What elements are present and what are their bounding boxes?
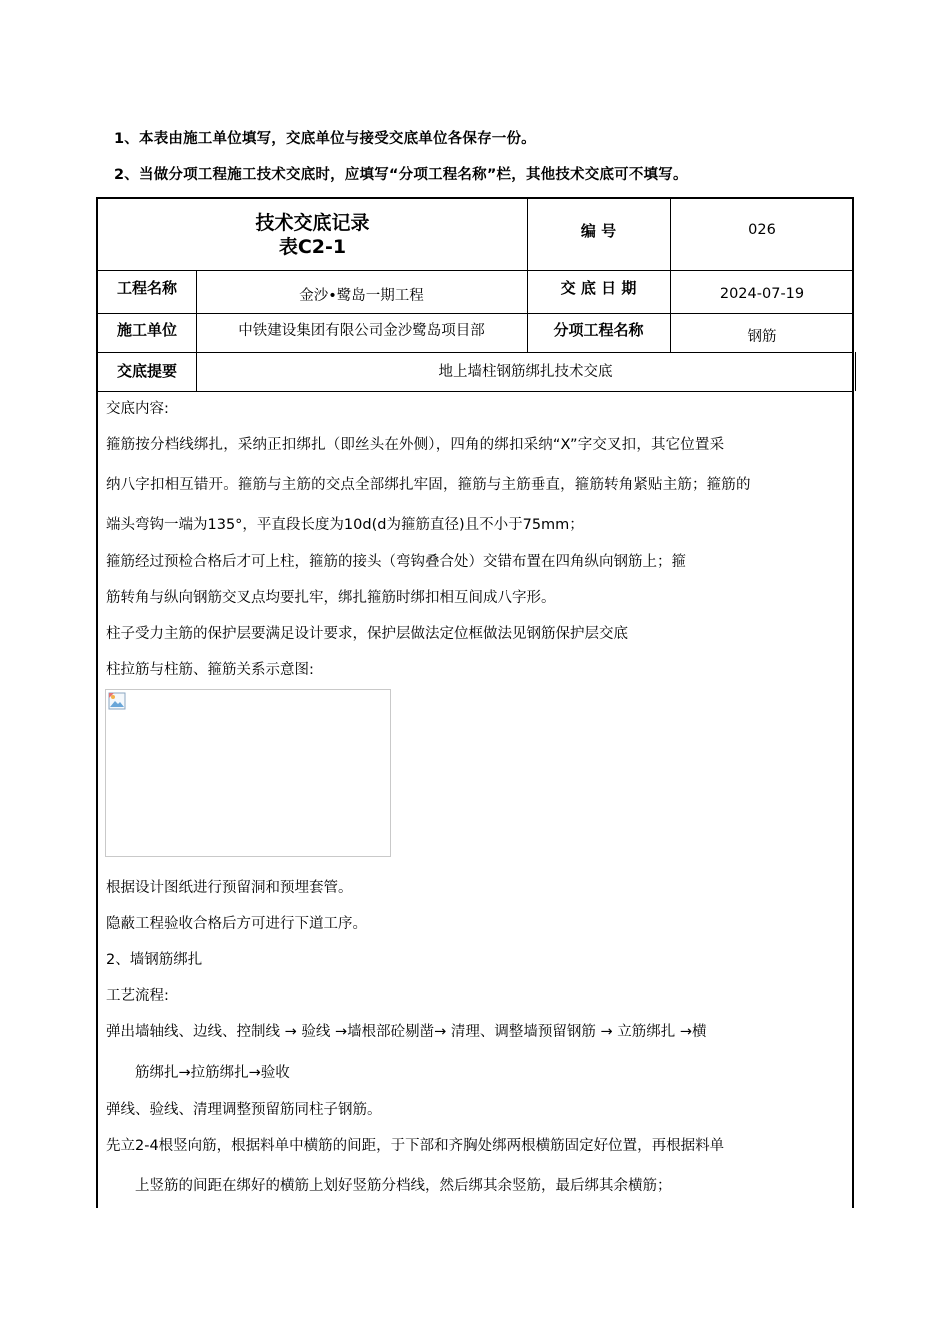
content-line: 端头弯钩一端为135°，平直段长度为10d(d为箍筋直径)且不小于75mm； (106, 517, 584, 533)
row-divider (98, 270, 852, 271)
project-label: 工程名称 (116, 278, 177, 297)
page-title: 技术交底记录 (255, 211, 370, 234)
row-divider (98, 391, 852, 392)
content-line: 纳八字扣相互错开。箍筋与主筋的交点全部绑扎牢固，箍筋与主筋垂直，箍筋转角紧贴主筋；箍筋的 (106, 477, 751, 493)
tie-bar-diagram-image (105, 689, 391, 857)
content-heading: 交底内容: (106, 401, 169, 417)
content-line: 筋转角与纵向钢筋交叉点均要扎牢，绑扎箍筋时绑扣相互间成八字形。 (106, 590, 556, 606)
content-line: 弹线、验线、清理调整预留筋同柱子钢筋。 (106, 1102, 382, 1118)
summary-label: 交底提要 (116, 361, 177, 380)
content-line: 箍筋按分档线绑扎，采纳正扣绑扎（即丝头在外侧），四角的绑扣采纳“X”字交叉扣，其它位置采 (106, 437, 725, 453)
column-divider (855, 352, 856, 391)
content-line: 隐蔽工程验收合格后方可进行下道工序。 (106, 916, 367, 932)
instruction-note-1: 1、本表由施工单位填写，交底单位与接受交底单位各保存一份。 (114, 131, 536, 147)
content-line: 柱拉筋与柱筋、箍筋关系示意图: (106, 662, 314, 678)
content-line: 柱子受力主筋的保护层要满足设计要求，保护层做法定位框做法见钢筋保护层交底 (106, 626, 628, 642)
section-heading: 2、墙钢筋绑扎 (106, 952, 203, 968)
instruction-note-2: 2、当做分项工程施工技术交底时，应填写“分项工程名称”栏，其他技术交底可不填写。 (114, 167, 688, 183)
content-line: 上竖筋的间距在绑好的横筋上划好竖筋分档线，然后绑其余竖筋，最后绑其余横筋； (135, 1178, 672, 1194)
project-value: 金沙•鹭岛一期工程 (299, 287, 424, 304)
process-flow-line: 弹出墙轴线、边线、控制线 → 验线 →墙根部砼剔凿→ 清理、调整墙预留钢筋 → 立筋绑扎 →横 (106, 1024, 707, 1040)
content-line: 箍筋经过预检合格后才可上柱，箍筋的接头（弯钩叠合处）交错布置在四角纵向钢筋上；箍 (106, 554, 686, 570)
form-code: 表C2-1 (278, 235, 347, 258)
subitem-label: 分项工程名称 (553, 320, 644, 339)
unit-value: 中铁建设集团有限公司金沙鹭岛项目部 (238, 322, 485, 339)
subitem-value: 钢筋 (747, 328, 777, 345)
date-value: 2024-07-19 (719, 286, 805, 302)
process-flow-line: 筋绑扎→拉筋绑扎→验收 (135, 1065, 290, 1081)
disclosure-record-table (96, 197, 854, 1208)
content-line: 根据设计图纸进行预留洞和预埋套管。 (106, 880, 353, 896)
content-line: 先立2-4根竖向筋，根据料单中横筋的间距，于下部和齐胸处绑两根横筋固定好位置，再根据料单 (106, 1138, 725, 1154)
broken-image-icon (108, 692, 126, 710)
number-value: 026 (748, 222, 776, 238)
unit-label: 施工单位 (116, 320, 177, 339)
record-title (98, 199, 527, 270)
number-label: 编 号 (580, 221, 617, 240)
content-line: 工艺流程: (106, 988, 169, 1004)
summary-value: 地上墙柱钢筋绑扎技术交底 (438, 363, 613, 380)
date-label: 交 底 日 期 (560, 278, 637, 297)
